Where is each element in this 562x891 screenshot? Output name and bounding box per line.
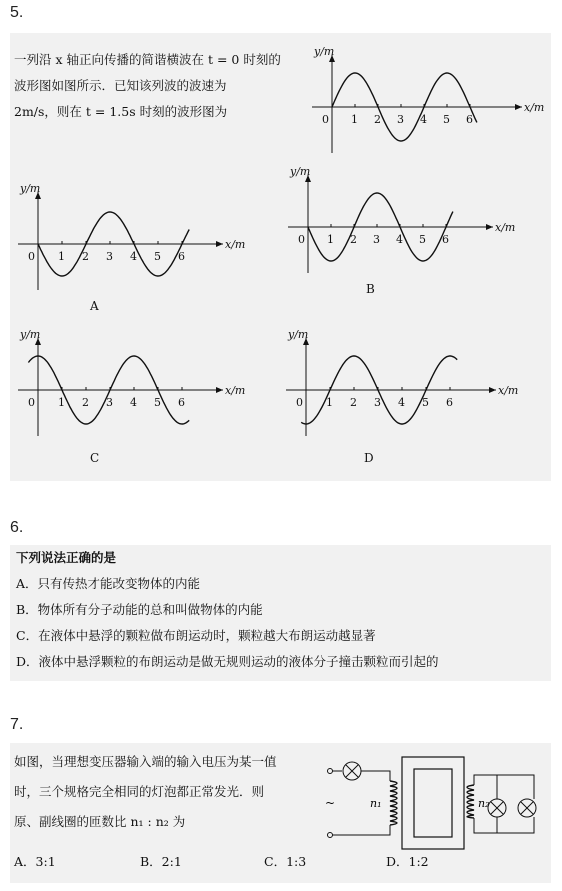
- x-tick-label-D-4: 4: [398, 396, 405, 409]
- x-tick-label-C-6: 6: [178, 396, 185, 409]
- x-tick-label-C-1: 1: [58, 396, 65, 409]
- x-tick-label-B-2: 2: [350, 233, 357, 246]
- q7-option-b: B．2:1: [140, 854, 182, 869]
- option-label-D: D: [364, 451, 374, 465]
- origin-label-given: 0: [322, 113, 329, 126]
- primary-coil: [390, 781, 397, 825]
- question-6-number: 6.: [10, 519, 24, 536]
- x-tick-label-given-1: 1: [351, 113, 358, 126]
- x-tick-label-C-2: 2: [82, 396, 89, 409]
- q5-stem-line-2: 波形图如图所示．已知该列波的波速为: [14, 78, 227, 93]
- question-5-panel: [10, 33, 551, 481]
- n2-label: n₂: [478, 797, 490, 810]
- x-tick-label-D-2: 2: [350, 396, 357, 409]
- x-tick-label-A-2: 2: [82, 250, 89, 263]
- x-tick-label-A-6: 6: [178, 250, 185, 263]
- y-axis-label-given: y/m: [314, 45, 335, 58]
- y-axis-label-B: y/m: [290, 165, 311, 178]
- q6-option-b: B．物体所有分子动能的总和叫做物体的内能: [16, 602, 263, 617]
- input-terminal-bottom: [328, 833, 333, 838]
- option-label-B: B: [366, 282, 375, 296]
- x-tick-label-D-5: 5: [422, 396, 429, 409]
- x-tick-label-B-1: 1: [327, 233, 334, 246]
- x-tick-label-C-3: 3: [106, 396, 113, 409]
- origin-label-B: 0: [298, 233, 305, 246]
- q5-stem-line-3: 2m/s，则在 t = 1.5s 时刻的波形图为: [14, 104, 228, 119]
- x-tick-label-B-5: 5: [419, 233, 426, 246]
- x-axis-label-given: x/m: [524, 101, 545, 114]
- x-tick-label-given-3: 3: [397, 113, 404, 126]
- origin-label-D: 0: [296, 396, 303, 409]
- x-tick-label-D-3: 3: [374, 396, 381, 409]
- x-tick-label-A-4: 4: [130, 250, 137, 263]
- q7-option-a: A．3:1: [14, 854, 56, 869]
- x-tick-label-C-5: 5: [154, 396, 161, 409]
- x-tick-label-given-4: 4: [420, 113, 427, 126]
- x-tick-label-given-6: 6: [466, 113, 473, 126]
- secondary-coil: [467, 785, 474, 818]
- x-axis-label-D: x/m: [498, 384, 519, 397]
- x-tick-label-C-4: 4: [130, 396, 137, 409]
- x-tick-label-A-3: 3: [106, 250, 113, 263]
- x-tick-label-B-4: 4: [396, 233, 403, 246]
- q6-option-d: D．液体中悬浮颗粒的布朗运动是做无规则运动的液体分子撞击颗粒而引起的: [16, 654, 439, 669]
- q7-stem-line-1: 如图，当理想变压器输入端的输入电压为某一值: [14, 754, 277, 769]
- svg-text:~: ~: [325, 796, 336, 810]
- x-axis-label-A: x/m: [225, 238, 246, 251]
- y-axis-label-D: y/m: [288, 328, 309, 341]
- option-label-C: C: [90, 451, 100, 465]
- input-terminal-top: [328, 769, 333, 774]
- q5-stem-line-1: 一列沿 x 轴正向传播的简谐横波在 t = 0 时刻的: [14, 52, 281, 67]
- x-tick-label-D-1: 1: [326, 396, 333, 409]
- secondary-lamp-2-icon: [518, 799, 536, 817]
- option-label-A: A: [90, 299, 99, 313]
- x-tick-label-B-6: 6: [442, 233, 449, 246]
- x-axis-label-B: x/m: [495, 221, 516, 234]
- y-axis-label-A: y/m: [20, 182, 41, 195]
- question-6-panel: [10, 545, 551, 681]
- question-7-panel: [10, 743, 551, 883]
- x-tick-label-A-5: 5: [154, 250, 161, 263]
- q7-option-c: C．1:3: [264, 854, 307, 869]
- q7-stem-line-3: 原、副线圈的匝数比 n₁ : n₂ 为: [14, 814, 186, 829]
- x-tick-label-D-6: 6: [446, 396, 453, 409]
- q7-option-d: D．1:2: [386, 854, 429, 869]
- question-7-number: 7.: [10, 716, 24, 733]
- q7-stem-line-2: 时，三个规格完全相同的灯泡都正常发光．则: [14, 784, 265, 799]
- primary-lamp-icon: [343, 762, 361, 780]
- origin-label-A: 0: [28, 250, 35, 263]
- q6-option-c: C．在液体中悬浮的颗粒做布朗运动时，颗粒越大布朗运动越显著: [16, 628, 376, 643]
- question-5-number: 5.: [10, 4, 24, 21]
- q5-graphs: [10, 33, 551, 481]
- secondary-lamp-1-icon: [488, 799, 506, 817]
- y-axis-label-C: y/m: [20, 328, 41, 341]
- x-tick-label-B-3: 3: [373, 233, 380, 246]
- transformer-circuit-diagram: [322, 749, 542, 857]
- n1-label: n₁: [370, 797, 382, 810]
- transformer-core: [402, 757, 464, 849]
- x-tick-label-A-1: 1: [58, 250, 65, 263]
- q6-stem: 下列说法正确的是: [16, 550, 117, 565]
- x-tick-label-given-2: 2: [374, 113, 381, 126]
- x-axis-label-C: x/m: [225, 384, 246, 397]
- q6-option-a: A．只有传热才能改变物体的内能: [16, 576, 201, 591]
- x-tick-label-given-5: 5: [443, 113, 450, 126]
- origin-label-C: 0: [28, 396, 35, 409]
